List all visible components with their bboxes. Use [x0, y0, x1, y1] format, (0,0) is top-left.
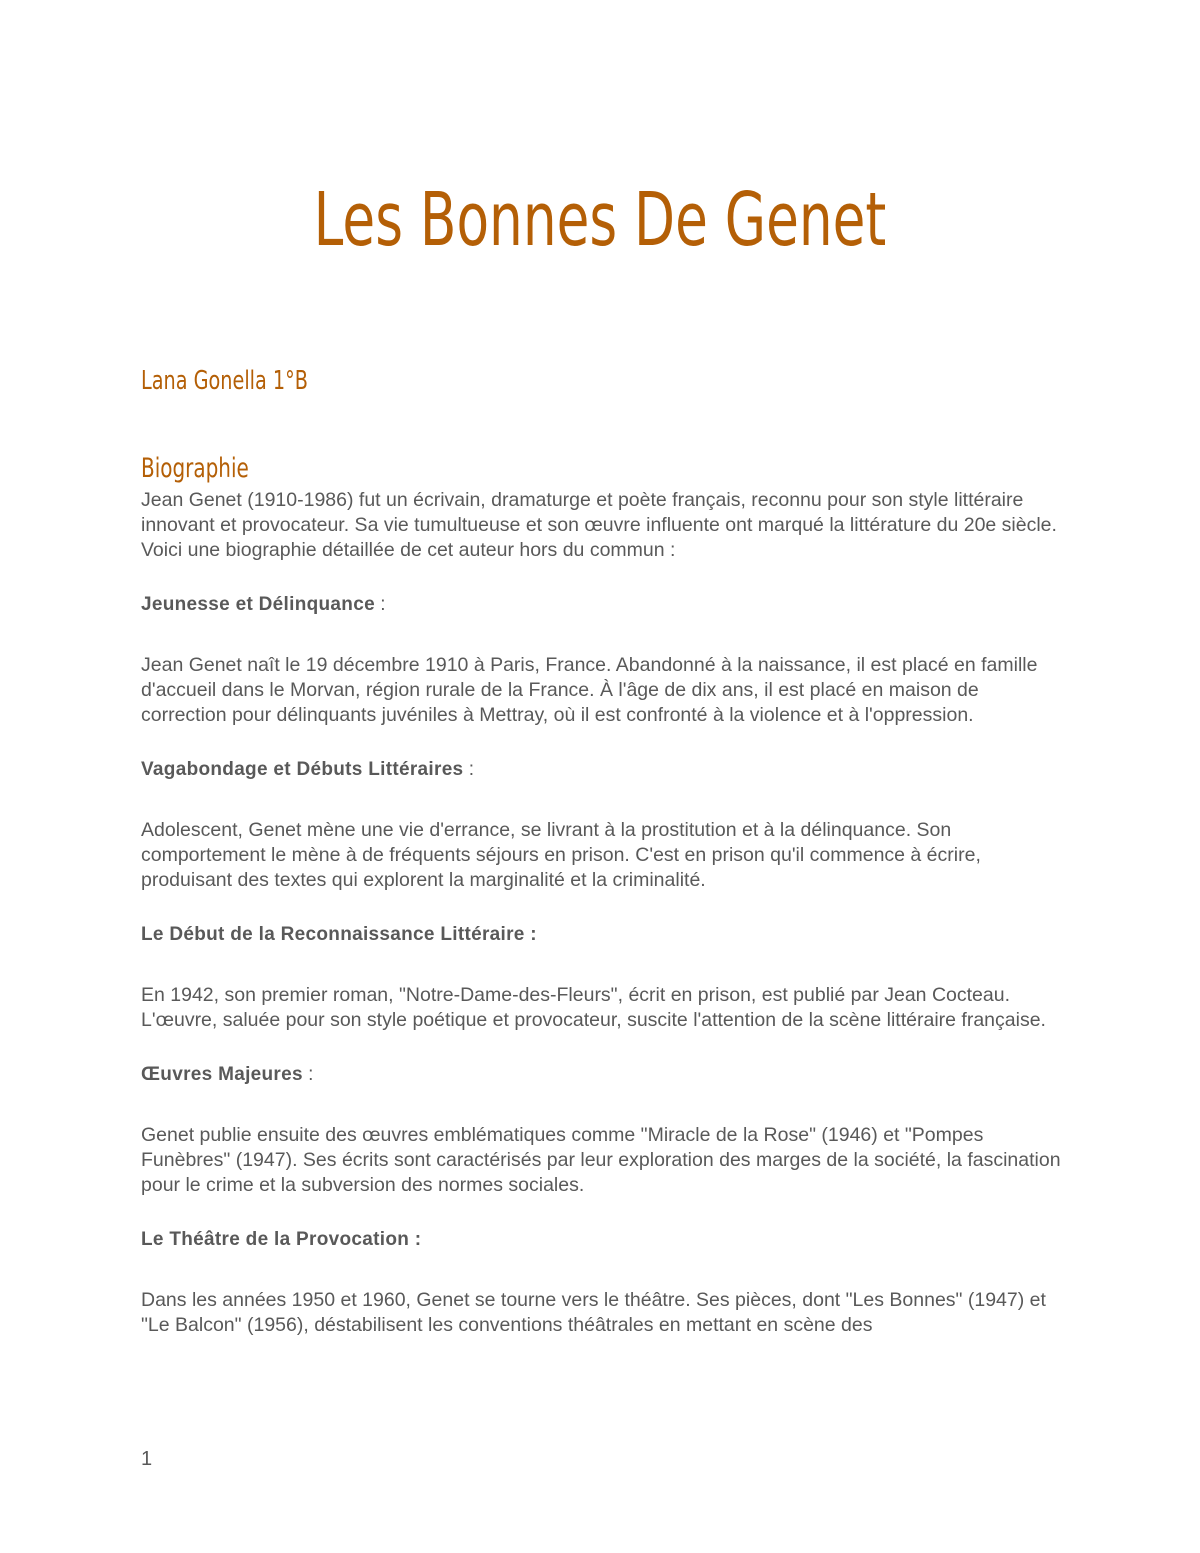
- author-line: Lana Gonella 1°B: [141, 366, 308, 396]
- intro-paragraph: Jean Genet (1910-1986) fut un écrivain, dramaturge et poète français, reconnu pour son style littéraire innovant et provocateur. Sa vie tumultueuse et son œuvre influente ont marqué la littérature du 20e siècle. Voici une biographie détaillée de cet auteur hors du commun :: [141, 489, 1057, 561]
- subheading-theatre: [141, 1227, 1061, 1252]
- subheading-suffix: :: [463, 759, 474, 780]
- document-title: Les Bonnes De Genet: [313, 177, 887, 263]
- subheading-jeunesse: [141, 592, 1061, 617]
- subheading-oeuvres: [141, 1062, 1061, 1087]
- subheading-suffix: :: [302, 1064, 314, 1085]
- paragraph-jeunesse: Jean Genet naît le 19 décembre 1910 à Paris, France. Abandonné à la naissance, il est placé en famille d'accueil dans le Morvan, région rurale de la France. À l'âge de dix ans, il est placé en maison de correction pour délinquants juvéniles à Mettray, où il est confronté à la violence et à l'oppression.: [141, 654, 1038, 726]
- paragraph-oeuvres: Genet publie ensuite des œuvres emblématiques comme "Miracle de la Rose" (1946) et "Pompes Funèbres" (1947). Ses écrits sont caractérisés par leur exploration des marges de la société, la fascination pour le crime et la subversion des normes sociales.: [141, 1124, 1061, 1196]
- subheading-text: Jeunesse et Délinquance: [141, 594, 375, 615]
- paragraph-theatre: Dans les années 1950 et 1960, Genet se tourne vers le théâtre. Ses pièces, dont "Les Bonnes" (1947) et "Le Balcon" (1956), déstabilisent les conventions théâtrales en mettant en scène des: [141, 1289, 1046, 1336]
- paragraph-vagabondage: Adolescent, Genet mène une vie d'errance, se livrant à la prostitution et à la délinquance. Son comportement le mène à de fréquents séjours en prison. C'est en prison qu'il commence à écrire, produisant des textes qui explorent la marginalité et la criminalité.: [141, 819, 981, 891]
- subheading-text: Le Théâtre de la Provocation :: [141, 1229, 422, 1250]
- subheading-text: Œuvres Majeures: [141, 1064, 303, 1085]
- paragraph-reconnaissance: En 1942, son premier roman, "Notre-Dame-des-Fleurs", écrit en prison, est publié par Jean Cocteau. L'œuvre, saluée pour son style poétique et provocateur, suscite l'attention de la scène littéraire française.: [141, 984, 1046, 1031]
- section-heading-biographie: Biographie: [141, 453, 249, 484]
- subheading-text: Le Début de la Reconnaissance Littéraire :: [141, 924, 537, 945]
- subheading-vagabondage: [141, 757, 1061, 782]
- subheading-reconnaissance: [141, 922, 1061, 947]
- page-number: 1: [141, 1448, 153, 1470]
- document-body: [141, 488, 1061, 1338]
- subheading-suffix: :: [374, 594, 386, 615]
- subheading-text: Vagabondage et Débuts Littéraires: [141, 759, 464, 780]
